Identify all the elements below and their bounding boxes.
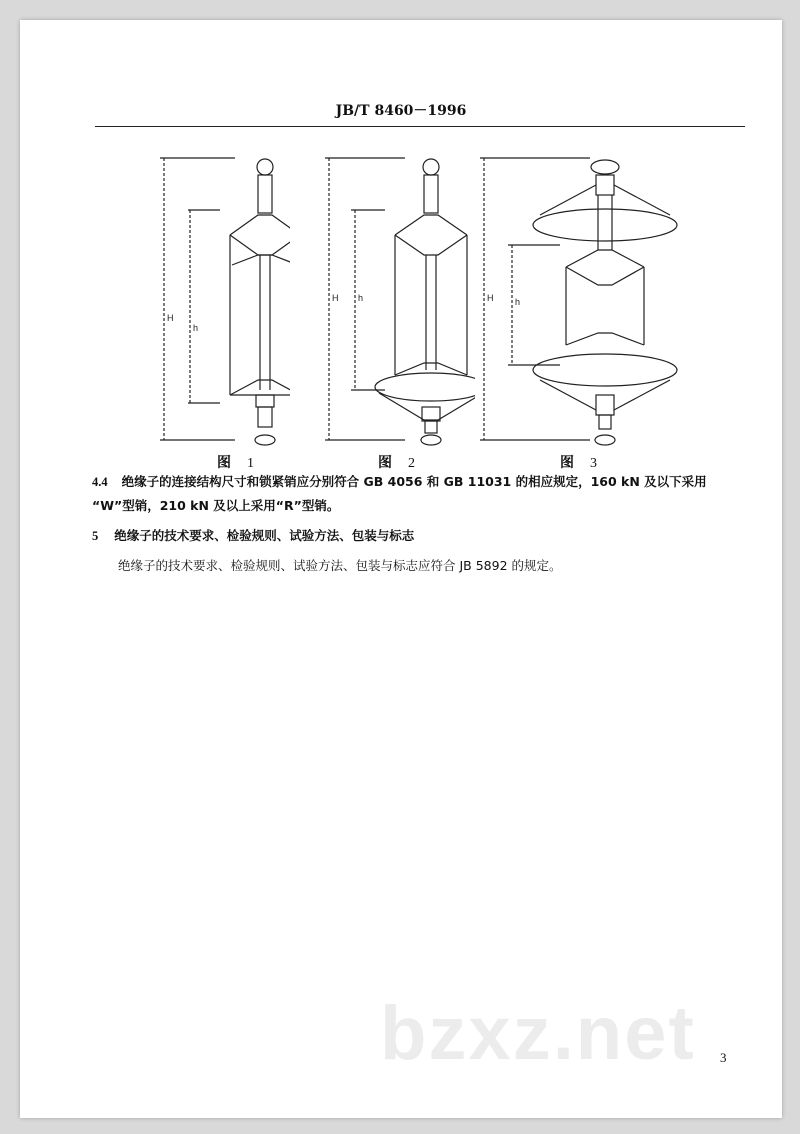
- clause-text-line-2: “W”型销，210 kN 及以上采用“R”型销。: [92, 498, 340, 513]
- dimension-H-label: H: [167, 313, 174, 323]
- caption-number: 1: [247, 456, 256, 471]
- figure-2-drawing: [325, 155, 475, 450]
- clause-number: 4.4: [92, 475, 108, 489]
- dimension-h-label: h: [193, 323, 199, 333]
- dimension-h-label: h: [515, 297, 521, 307]
- caption-label: 图: [560, 455, 576, 471]
- figure-1-drawing: [150, 155, 290, 450]
- caption-label: 图: [217, 455, 233, 471]
- clause-text-line-1: 绝缘子的连接结构尺寸和锁紧销应分别符合 GB 4056 和 GB 11031 的相应规定，160 kN 及以下采用: [121, 474, 707, 489]
- document-page: [20, 20, 782, 1118]
- figure-3-drawing: [480, 155, 690, 450]
- page-number: 3: [720, 1050, 727, 1065]
- figure-1-caption: [217, 452, 256, 472]
- caption-number: 3: [590, 456, 599, 471]
- section-5-heading: [92, 524, 742, 548]
- figure-3-caption: [560, 452, 599, 472]
- dimension-h-label: h: [358, 293, 364, 303]
- watermark-text: bzxz.net: [380, 991, 696, 1076]
- header-rule: [95, 126, 745, 127]
- section-5-body: 绝缘子的技术要求、检验规则、试验方法、包装与标志应符合 JB 5892 的规定。: [118, 558, 562, 573]
- figure-2-caption: [378, 452, 417, 472]
- clause-4-4: [92, 470, 742, 518]
- section-number: 5: [92, 529, 99, 543]
- caption-label: 图: [378, 455, 394, 471]
- standard-number-header: JB/T 8460－1996: [335, 103, 467, 119]
- dimension-H-label: H: [332, 293, 339, 303]
- caption-number: 2: [408, 456, 417, 471]
- section-title: 绝缘子的技术要求、检验规则、试验方法、包装与标志: [114, 528, 415, 543]
- dimension-H-label: H: [487, 293, 494, 303]
